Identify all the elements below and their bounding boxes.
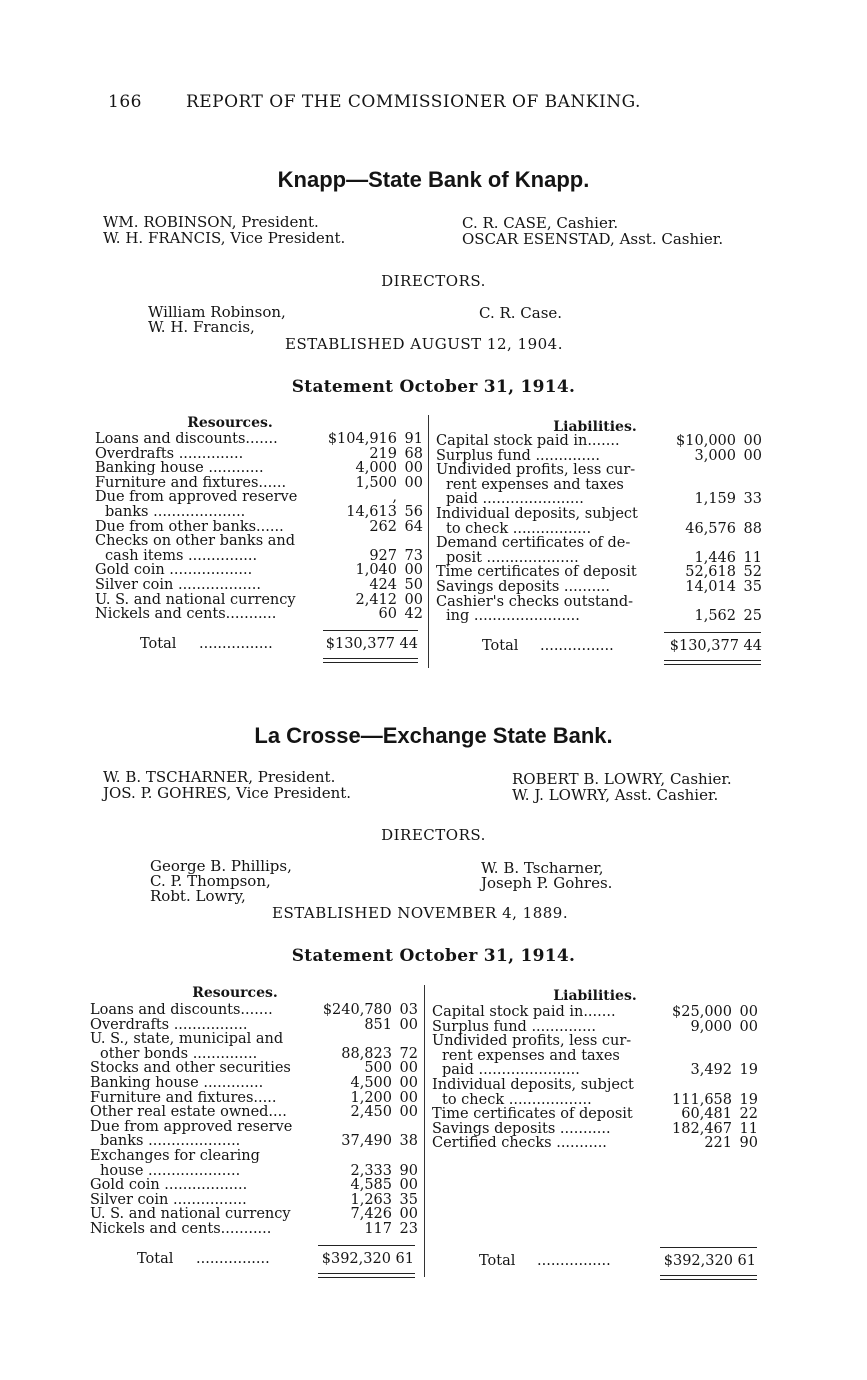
line-item-dollars: 14,613 xyxy=(346,503,397,520)
line-item-cents xyxy=(397,534,423,549)
line-item-label: Checks on other banks and xyxy=(95,534,296,549)
total-leader: ................ xyxy=(199,636,273,652)
line-item-cents: 19 xyxy=(739,1091,758,1108)
liabilities-total: $130,377 44 xyxy=(669,638,762,654)
ledger-row xyxy=(436,536,762,551)
ledger-row xyxy=(95,432,423,447)
resources-rows xyxy=(95,432,423,622)
officer-vice-president: W. H. FRANCIS, Vice President. xyxy=(103,229,346,247)
ledger-row xyxy=(436,609,762,624)
line-item-cents: 00 xyxy=(743,447,762,464)
line-item-cents: 35 xyxy=(743,578,762,595)
director: C. R. Case. xyxy=(479,304,563,322)
ledger-row xyxy=(432,1063,758,1078)
line-item-cents: 22 xyxy=(739,1106,758,1123)
line-item-cents xyxy=(392,1120,418,1135)
line-item-dollars: 500 xyxy=(364,1060,392,1077)
line-item-cents: 90 xyxy=(399,1162,418,1179)
ledger-row xyxy=(90,1047,418,1062)
line-item-dollars: 3,492 xyxy=(690,1062,732,1079)
ledger-row xyxy=(432,1049,758,1064)
line-item-cents: 03 xyxy=(399,1002,418,1018)
double-rule xyxy=(660,1275,757,1276)
line-item-label: Overdrafts .............. xyxy=(95,446,244,462)
total-label: Total xyxy=(479,1253,516,1269)
ledger-row xyxy=(436,492,762,507)
line-item-label: Stocks and other securities xyxy=(90,1061,291,1076)
line-item-dollars xyxy=(668,463,736,478)
ledger-row xyxy=(90,1018,418,1033)
double-rule xyxy=(664,660,761,661)
line-item-cents xyxy=(736,595,762,610)
ledger-row xyxy=(95,520,423,535)
line-item-cents: 73 xyxy=(404,547,423,564)
ledger-row xyxy=(90,1193,418,1208)
line-item-cents: 11 xyxy=(743,549,762,566)
line-item-dollars: 1,200 xyxy=(350,1089,392,1106)
ledger-row xyxy=(95,578,423,593)
line-item-cents: 00 xyxy=(404,460,423,477)
line-item-label: Due from approved reserve xyxy=(90,1119,293,1135)
line-item-cents: 00 xyxy=(399,1016,418,1033)
ledger-row xyxy=(432,1005,758,1020)
line-item-label: Loans and discounts....... xyxy=(90,1003,273,1018)
line-item-dollars: 851 xyxy=(364,1016,392,1033)
line-item-dollars xyxy=(664,1049,732,1064)
line-item-dollars: 9,000 xyxy=(690,1018,732,1035)
line-item-dollars: 4,500 xyxy=(350,1074,392,1091)
line-item-label: U. S. and national currency xyxy=(95,592,296,608)
double-rule xyxy=(323,662,418,663)
ledger-row xyxy=(432,1078,758,1093)
ledger-row xyxy=(90,1120,418,1135)
total-label: Total xyxy=(482,638,519,654)
ledger-row xyxy=(436,551,762,566)
ledger-row xyxy=(436,434,762,449)
line-item-dollars: $240,780 xyxy=(322,1002,392,1018)
total-leader: ................ xyxy=(537,1253,611,1269)
line-item-label: Nickels and cents........... xyxy=(95,607,277,622)
bank-name: La Crosse—Exchange State Bank. xyxy=(254,723,613,748)
line-item-cents: 38 xyxy=(399,1133,418,1150)
line-item-label: paid ...................... xyxy=(442,1063,580,1078)
line-item-dollars: 7,426 xyxy=(350,1206,392,1223)
line-item-dollars: 37,490 xyxy=(341,1133,392,1150)
resources-total: $392,320 61 xyxy=(321,1251,414,1267)
report-title: REPORT OF THE COMMISSIONER OF BANKING. xyxy=(185,92,641,112)
line-item-label: Savings deposits .......... xyxy=(436,579,610,595)
line-item-cents xyxy=(392,1149,418,1164)
line-item-label: Undivided profits, less cur- xyxy=(432,1034,632,1049)
line-item-dollars: 117 xyxy=(364,1220,392,1237)
line-item-cents: 00 xyxy=(404,591,423,608)
resources-table xyxy=(95,432,423,622)
line-item-label: banks .................... xyxy=(100,1134,241,1149)
line-item-cents: 00 xyxy=(399,1074,418,1091)
line-item-dollars: 1,500 xyxy=(355,474,397,491)
line-item-dollars: $104,916 xyxy=(327,431,397,447)
sum-rule xyxy=(323,630,418,631)
line-item-dollars xyxy=(322,1032,392,1047)
ledger-row xyxy=(432,1107,758,1122)
resources-rows xyxy=(90,1003,418,1237)
officer-cashier: ROBERT B. LOWRY, Cashier. xyxy=(512,770,732,788)
ledger-row xyxy=(95,549,423,564)
line-item-cents: 33 xyxy=(743,491,762,508)
line-item-cents: 00 xyxy=(404,562,423,579)
ledger-row xyxy=(95,447,423,462)
line-item-dollars: 88,823 xyxy=(341,1045,392,1062)
directors-heading: DIRECTORS. xyxy=(381,826,486,844)
line-item-label: Silver coin ................ xyxy=(90,1192,247,1208)
line-item-label: posit .................... xyxy=(446,550,579,566)
line-item-label: Loans and discounts....... xyxy=(95,432,278,447)
line-item-cents: 90 xyxy=(739,1135,758,1152)
line-item-label: Gold coin .................. xyxy=(90,1178,248,1193)
line-item-cents: 64 xyxy=(404,518,423,535)
line-item-label: banks .................... xyxy=(105,504,246,520)
line-item-cents xyxy=(392,1032,418,1047)
line-item-cents: 00 xyxy=(399,1206,418,1223)
ledger-row xyxy=(95,505,423,520)
liabilities-heading: Liabilities. xyxy=(553,419,637,435)
total-leader: ................ xyxy=(540,638,614,654)
line-item-cents: 00 xyxy=(399,1060,418,1077)
liabilities-total-row xyxy=(432,1253,758,1271)
line-item-label: to check ................. xyxy=(446,521,592,537)
total-leader: ................ xyxy=(196,1251,270,1267)
line-item-label: U. S. and national currency xyxy=(90,1207,291,1222)
liabilities-table xyxy=(432,1005,758,1151)
ledger-row xyxy=(90,1032,418,1047)
line-item-dollars: 4,585 xyxy=(350,1177,392,1194)
total-label: Total xyxy=(140,636,177,652)
line-item-cents xyxy=(736,536,762,551)
resources-total-row xyxy=(90,1251,418,1269)
line-item-cents: 00 xyxy=(399,1177,418,1194)
line-item-dollars: 927 xyxy=(369,547,397,564)
line-item-dollars: $25,000 xyxy=(672,1004,732,1020)
line-item-dollars: 1,040 xyxy=(355,562,397,579)
line-item-label: other bonds .............. xyxy=(100,1046,258,1062)
line-item-label: to check .................. xyxy=(442,1092,592,1108)
line-item-cents: 00 xyxy=(399,1089,418,1106)
ledger-row xyxy=(90,1061,418,1076)
line-item-label: Banking house ............. xyxy=(90,1075,264,1091)
line-item-cents: 50 xyxy=(404,576,423,593)
line-item-dollars xyxy=(664,1078,732,1093)
line-item-dollars: 60 xyxy=(378,606,397,623)
line-item-dollars: 2,412 xyxy=(355,591,397,608)
ledger-row xyxy=(95,461,423,476)
resources-heading: Resources. xyxy=(192,985,278,1001)
ledger-row xyxy=(432,1122,758,1137)
line-item-cents: 00 xyxy=(404,474,423,491)
line-item-label: Surplus fund .............. xyxy=(432,1019,596,1035)
ledger-row xyxy=(436,522,762,537)
line-item-dollars: 1,159 xyxy=(694,491,736,508)
line-item-label: Capital stock paid in....... xyxy=(432,1005,616,1020)
line-item-cents xyxy=(732,1049,758,1064)
bank-name: Knapp—State Bank of Knapp. xyxy=(277,167,590,192)
line-item-cents: 56 xyxy=(404,503,423,520)
ledger-row xyxy=(432,1136,758,1151)
line-item-cents xyxy=(732,1078,758,1093)
line-item-dollars xyxy=(322,1120,392,1135)
line-item-cents: 11 xyxy=(739,1120,758,1137)
established-date: ESTABLISHED AUGUST 12, 1904. xyxy=(285,335,563,353)
liabilities-table xyxy=(436,434,762,624)
line-item-dollars: 219 xyxy=(369,445,397,462)
director: Joseph P. Gohres. xyxy=(481,874,613,892)
line-item-cents: 23 xyxy=(399,1220,418,1237)
resources-table xyxy=(90,1003,418,1237)
line-item-label: Banking house ............ xyxy=(95,461,264,476)
line-item-cents xyxy=(732,1034,758,1049)
line-item-dollars: , xyxy=(392,489,397,506)
resources-total-row xyxy=(95,636,423,654)
line-item-dollars: $10,000 xyxy=(676,433,736,449)
line-item-dollars xyxy=(322,1149,392,1164)
line-item-dollars: 2,333 xyxy=(350,1162,392,1179)
line-item-label: U. S., state, municipal and xyxy=(90,1032,284,1047)
director: Robt. Lowry, xyxy=(150,887,246,905)
ledger-row xyxy=(436,478,762,493)
column-divider xyxy=(424,985,425,1277)
line-item-cents: 52 xyxy=(743,564,762,581)
liabilities-heading: Liabilities. xyxy=(553,988,637,1004)
page-number: 166 xyxy=(108,92,142,112)
line-item-dollars: 111,658 xyxy=(672,1091,732,1108)
double-rule xyxy=(318,1273,415,1274)
line-item-cents: 00 xyxy=(743,433,762,449)
line-item-label: Due from approved reserve xyxy=(95,490,298,505)
ledger-row xyxy=(432,1034,758,1049)
column-divider xyxy=(428,415,429,668)
officer-asst-cashier: W. J. LOWRY, Asst. Cashier. xyxy=(512,786,719,804)
line-item-label: Time certificates of deposit xyxy=(432,1107,633,1122)
line-item-label: Time certificates of deposit xyxy=(436,565,637,580)
line-item-cents: 00 xyxy=(739,1004,758,1020)
liabilities-total-row xyxy=(436,638,762,656)
sum-rule xyxy=(318,1245,415,1246)
ledger-row xyxy=(90,1003,418,1018)
double-rule xyxy=(318,1277,415,1278)
line-item-cents: 68 xyxy=(404,445,423,462)
line-item-cents: 25 xyxy=(743,608,762,625)
ledger-row xyxy=(90,1222,418,1237)
directors-heading: DIRECTORS. xyxy=(381,272,486,290)
ledger-row xyxy=(432,1020,758,1035)
line-item-label: ing ....................... xyxy=(446,609,580,624)
ledger-row xyxy=(90,1105,418,1120)
line-item-label: Individual deposits, subject xyxy=(436,506,638,522)
director: George B. Phillips, xyxy=(150,857,292,875)
line-item-label: Nickels and cents........... xyxy=(90,1221,272,1237)
line-item-dollars: 1,562 xyxy=(694,608,736,625)
ledger-row xyxy=(436,449,762,464)
line-item-cents: 88 xyxy=(743,520,762,537)
line-item-dollars: 424 xyxy=(369,576,397,593)
line-item-label: rent expenses and taxes xyxy=(446,477,624,493)
line-item-dollars xyxy=(668,478,736,493)
line-item-cents: 72 xyxy=(399,1045,418,1062)
line-item-cents xyxy=(736,478,762,493)
line-item-label: Capital stock paid in....... xyxy=(436,434,620,449)
line-item-dollars: 1,263 xyxy=(350,1191,392,1208)
line-item-dollars xyxy=(664,1034,732,1049)
ledger-row xyxy=(95,534,423,549)
line-item-dollars: 262 xyxy=(369,518,397,535)
running-head xyxy=(108,92,641,112)
line-item-label: Gold coin .................. xyxy=(95,563,253,578)
line-item-dollars: 60,481 xyxy=(681,1106,732,1123)
resources-heading: Resources. xyxy=(187,415,273,431)
line-item-dollars: 3,000 xyxy=(694,447,736,464)
line-item-dollars xyxy=(668,507,736,522)
ledger-row xyxy=(90,1164,418,1179)
line-item-label: Demand certificates of de- xyxy=(436,536,631,551)
line-item-dollars xyxy=(327,534,397,549)
line-item-cents xyxy=(736,463,762,478)
line-item-cents xyxy=(397,490,423,505)
line-item-cents: 00 xyxy=(739,1018,758,1035)
established-date: ESTABLISHED NOVEMBER 4, 1889. xyxy=(272,904,569,922)
line-item-label: Due from other banks...... xyxy=(95,519,284,535)
liabilities-rows xyxy=(432,1005,758,1151)
line-item-dollars: 52,618 xyxy=(685,564,736,581)
sum-rule xyxy=(664,632,761,633)
line-item-dollars xyxy=(668,536,736,551)
ledger-row xyxy=(95,607,423,622)
statement-heading: Statement October 31, 1914. xyxy=(291,377,576,397)
total-label: Total xyxy=(137,1251,174,1267)
director: W. H. Francis, xyxy=(148,318,255,336)
officer-president: WM. ROBINSON, President. xyxy=(103,213,319,231)
ledger-row xyxy=(90,1178,418,1193)
double-rule xyxy=(323,658,418,659)
line-item-cents xyxy=(736,507,762,522)
ledger-row xyxy=(436,565,762,580)
line-item-dollars: 2,450 xyxy=(350,1104,392,1121)
line-item-label: Other real estate owned.... xyxy=(90,1105,287,1120)
officer-asst-cashier: OSCAR ESENSTAD, Asst. Cashier. xyxy=(462,230,724,248)
liabilities-rows xyxy=(436,434,762,624)
ledger-row xyxy=(436,463,762,478)
ledger-row xyxy=(90,1149,418,1164)
line-item-label: Certified checks ........... xyxy=(432,1136,607,1151)
director: C. P. Thompson, xyxy=(150,872,271,890)
line-item-label: house .................... xyxy=(100,1163,241,1179)
line-item-label: Cashier's checks outstand- xyxy=(436,594,634,610)
line-item-label: Surplus fund .............. xyxy=(436,448,600,464)
ledger-row xyxy=(436,507,762,522)
officer-vice-president: JOS. P. GOHRES, Vice President. xyxy=(103,784,352,802)
line-item-dollars: 14,014 xyxy=(685,578,736,595)
line-item-label: Furniture and fixtures...... xyxy=(95,475,287,491)
ledger-row xyxy=(90,1091,418,1106)
line-item-label: Individual deposits, subject xyxy=(432,1077,634,1093)
double-rule xyxy=(664,664,761,665)
line-item-label: Savings deposits ........... xyxy=(432,1121,611,1137)
ledger-row xyxy=(90,1076,418,1091)
statement-heading: Statement October 31, 1914. xyxy=(291,946,576,966)
ledger-row xyxy=(436,580,762,595)
double-rule xyxy=(660,1279,757,1280)
line-item-label: paid ...................... xyxy=(446,492,584,507)
line-item-dollars: 4,000 xyxy=(355,460,397,477)
line-item-dollars: 1,446 xyxy=(694,549,736,566)
ledger-row xyxy=(90,1134,418,1149)
line-item-cents: 19 xyxy=(739,1062,758,1079)
line-item-dollars: 46,576 xyxy=(685,520,736,537)
line-item-cents: 35 xyxy=(399,1191,418,1208)
line-item-dollars xyxy=(668,595,736,610)
line-item-label: Undivided profits, less cur- xyxy=(436,463,636,478)
sum-rule xyxy=(660,1247,757,1248)
ledger-row xyxy=(95,563,423,578)
line-item-label: cash items ............... xyxy=(105,548,258,564)
officer-cashier: C. R. CASE, Cashier. xyxy=(462,214,619,232)
ledger-row xyxy=(95,476,423,491)
ledger-row xyxy=(95,490,423,505)
resources-total: $130,377 44 xyxy=(325,636,418,652)
ledger-row xyxy=(436,595,762,610)
line-item-label: Exchanges for clearing xyxy=(90,1148,260,1164)
line-item-label: Furniture and fixtures..... xyxy=(90,1090,277,1106)
line-item-label: rent expenses and taxes xyxy=(442,1048,620,1064)
line-item-dollars: 221 xyxy=(704,1135,732,1152)
ledger-row xyxy=(90,1207,418,1222)
line-item-cents: 00 xyxy=(399,1104,418,1121)
director: W. B. Tscharner, xyxy=(481,859,604,877)
line-item-label: Overdrafts ................ xyxy=(90,1017,248,1033)
liabilities-total: $392,320 61 xyxy=(663,1253,756,1269)
ledger-row xyxy=(432,1093,758,1108)
line-item-dollars: 182,467 xyxy=(672,1120,732,1137)
line-item-cents: 91 xyxy=(404,431,423,447)
line-item-cents: 42 xyxy=(404,606,423,623)
line-item-label: Silver coin .................. xyxy=(95,577,261,593)
officer-president: W. B. TSCHARNER, President. xyxy=(103,768,336,786)
director: William Robinson, xyxy=(148,303,286,321)
ledger-row xyxy=(95,593,423,608)
